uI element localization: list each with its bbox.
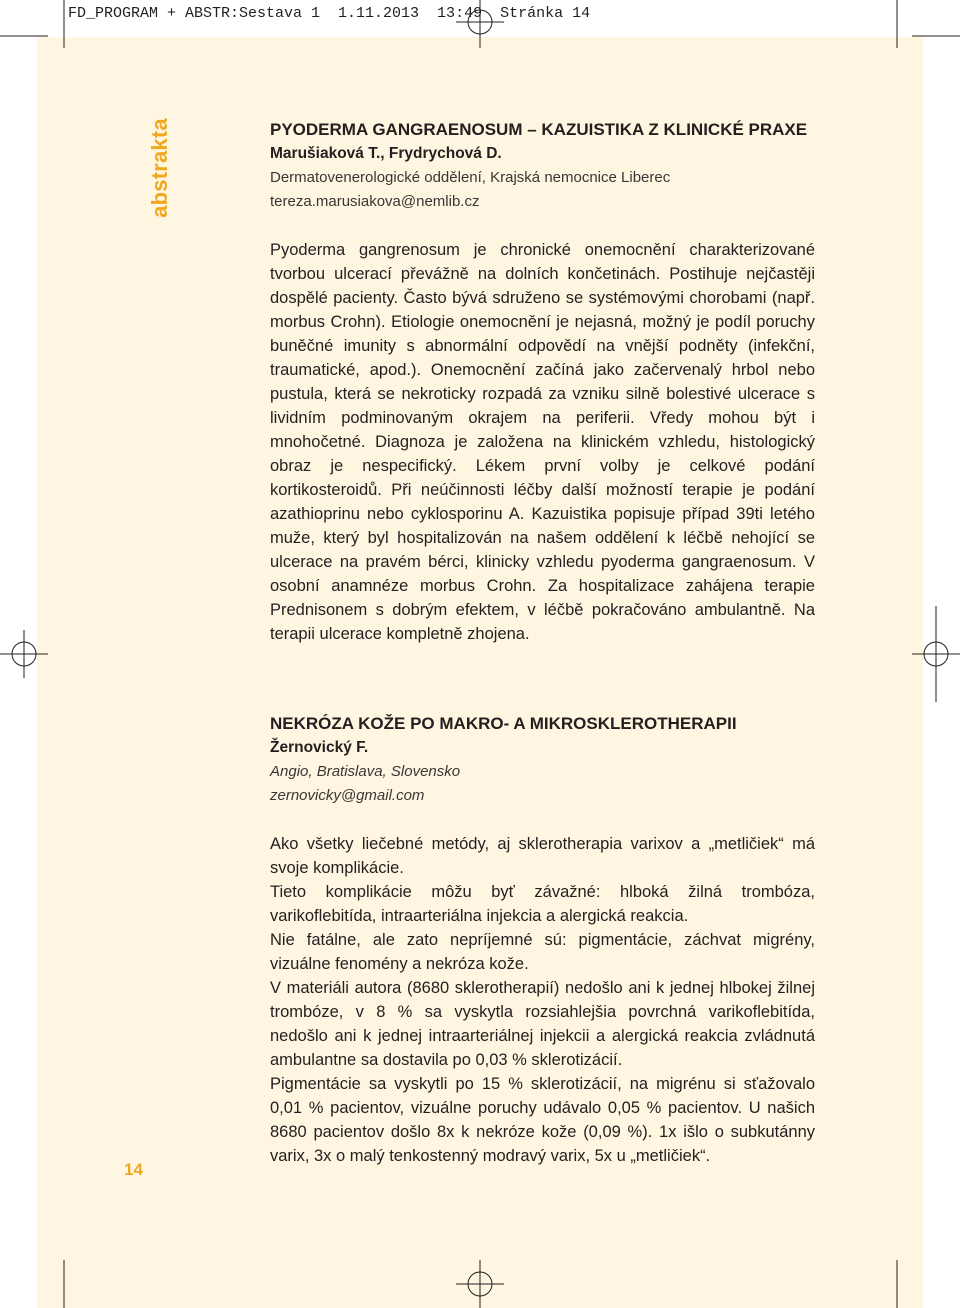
abstract-email: zernovicky@gmail.com xyxy=(270,787,425,804)
abstract-body xyxy=(270,832,815,1168)
abstract-paragraph: Pyoderma gangrenosum je chronické onemocnění charakterizované tvorbou ulcerací převážně na dolních končetinách. Postihuje nejčastěji dospělé pacienty. Často bývá sdruženo se systémovými chorobami (např. morbus Crohn). Etiologie onemocnění je nejasná, možný je podíl poruchy buněčné imunity s abnormální odpovědí na vnější podněty (infekční, traumatické, apod.). Onemocnění začíná jako začervenalý hrbol nebo pustula, která se nekroticky rozpadá za vzniku silně bolestivé ulcerace s lividním podminovaným okrajem na periferii. Vředy mohou být i mnohočetné. Diagnoza je založena na klinickém vzhledu, histologický obraz je nespecifický. Lékem první volby je celkové podání kortikosteroidů. Při neúčinnosti léčby další možností terapie je podání azathioprinu nebo cyklosporinu A. Kazuistika popisuje případ 39ti letého muže, který byl hospitalizován na našem oddělení k léčbě nehojící se ulcerace na pravém bérci, klinicky vzhledu pyoderma gangraenosum. V osobní anamnéze morbus Crohn. Za hospitalizace zahájena terapie Prednisonem s dobrým efektem, v léčbě pokračováno ambulantně. Na terapii ulcerace kompletně zhojena. xyxy=(270,241,815,643)
abstract-1 xyxy=(270,118,815,646)
abstract-title: NEKRÓZA KOŽE PO MAKRO- A MIKROSKLEROTHERAPII xyxy=(270,714,737,733)
abstract-body xyxy=(270,238,815,646)
abstract-affiliation: Dermatovenerologické oddělení, Krajská nemocnice Liberec xyxy=(270,169,671,186)
abstract-paragraph: V materiáli autora (8680 sklerotherapií) nedošlo ani k jednej hlbokej žilnej trombóze, v 8 % sa vyskytla rozsiahlejšia povrchná varikoflebitída, nedošlo ani k jednej intraarteriálnej injekcii a alergická reakcia zvládnutá ambulantne sa dostavila po 0,03 % sklerotizácií. xyxy=(270,979,815,1069)
abstract-title: PYODERMA GANGRAENOSUM – KAZUISTIKA Z KLINICKÉ PRAXE xyxy=(270,120,808,139)
abstract-paragraph: Ako všetky liečebné metódy, aj sklerotherapia varixov a „metličiek“ má svoje komplikácie. xyxy=(270,835,815,877)
abstract-paragraph: Tieto komplikácie môžu byť závažné: hlboká žilná trombóza, varikoflebitída, intraarteriálna injekcia a alergická reakcia. xyxy=(270,883,815,925)
abstract-email: tereza.marusiakova@nemlib.cz xyxy=(270,193,480,210)
section-label: abstrakta xyxy=(147,118,172,218)
abstract-2 xyxy=(270,712,815,1168)
print-slug-line: FD_PROGRAM + ABSTR:Sestava 1 1.11.2013 13:49 Stránka 14 xyxy=(68,5,591,22)
abstract-authors: Žernovický F. xyxy=(270,739,369,756)
abstract-paragraph: Nie fatálne, ale zato nepríjemné sú: pigmentácie, záchvat migrény, vizuálne fenomény a nekróza kože. xyxy=(270,931,815,973)
abstract-affiliation: Angio, Bratislava, Slovensko xyxy=(270,763,461,780)
page-number: 14 xyxy=(124,1160,143,1179)
abstract-authors: Marušiaková T., Frydrychová D. xyxy=(270,145,502,162)
abstract-paragraph: Pigmentácie sa vyskytli po 15 % sklerotizácií, na migrénu si sťažovalo 0,01 % pacientov, vizuálne poruchy udávalo 0,05 % pacientov. U našich 8680 pacientov došlo 8x k nekróze kože (0,09 %). 1x išlo o subkutánny varix, 3x o malý tenkostenný modravý varix, 5x u „metličiek“. xyxy=(270,1075,815,1165)
